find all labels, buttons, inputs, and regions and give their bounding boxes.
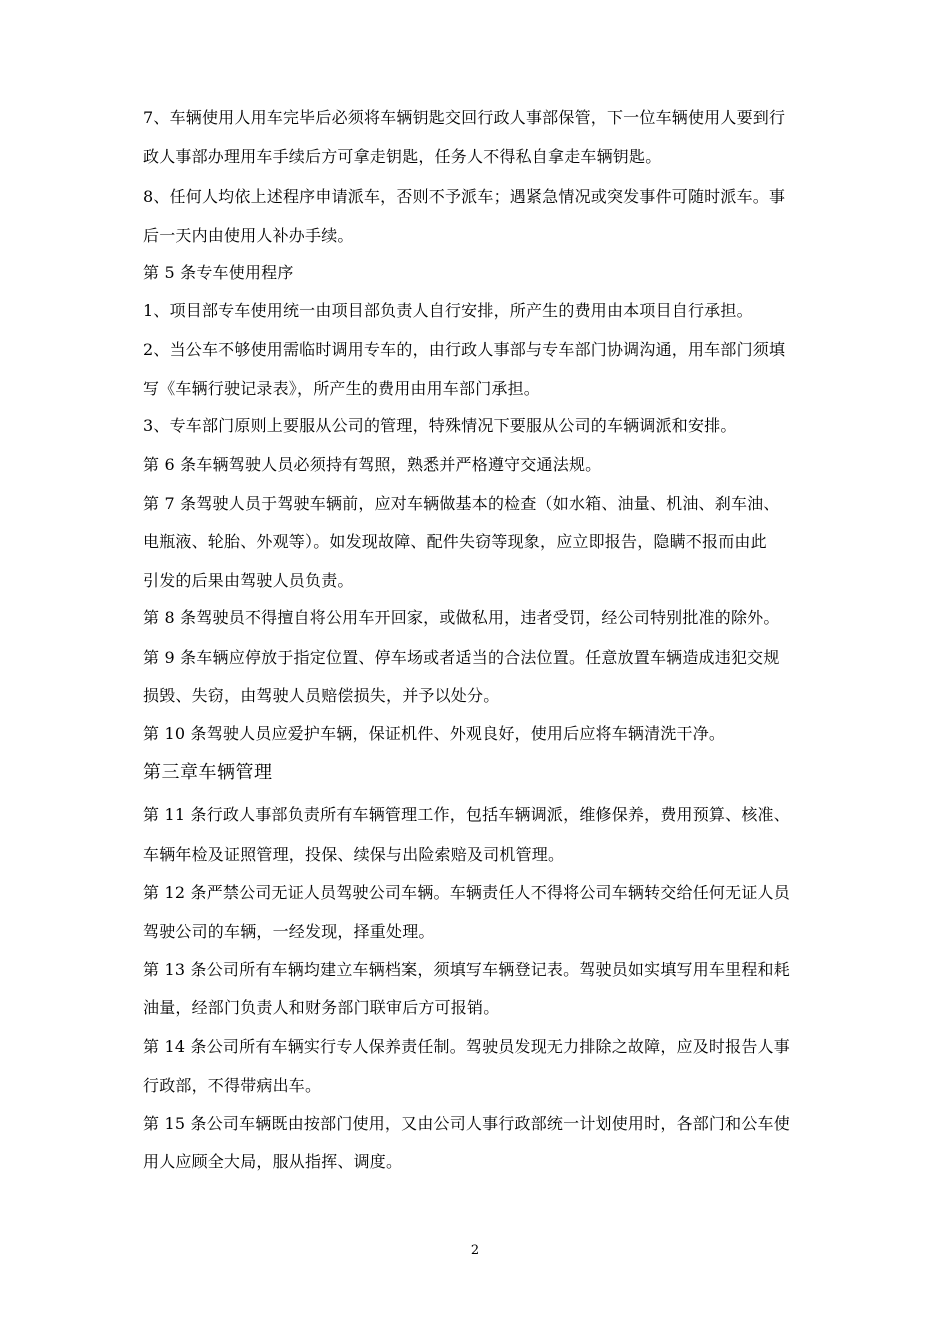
text-line: 写《车辆行驶记录表》，所产生的费用由用车部门承担。 xyxy=(143,379,541,398)
text-line: 3、专车部门原则上要服从公司的管理，特殊情况下要服从公司的车辆调派和安排。 xyxy=(143,416,737,435)
text-line: 2、当公车不够使用需临时调用专车的，由行政人事部与专车部门协调沟通，用车部门须填 xyxy=(143,340,786,359)
text-line: 7、车辆使用人用车完毕后必须将车辆钥匙交回行政人事部保管，下一位车辆使用人要到行 xyxy=(143,108,786,127)
text-line: 8、任何人均依上述程序申请派车，否则不予派车；遇紧急情况或突发事件可随时派车。事 xyxy=(143,187,786,206)
article-heading: 第 5 条专车使用程序 xyxy=(143,263,294,282)
text-line: 第 8 条驾驶员不得擅自将公用车开回家，或做私用，违者受罚，经公司特别批准的除外。 xyxy=(143,608,780,627)
text-line: 政人事部办理用车手续后方可拿走钥匙，任务人不得私自拿走车辆钥匙。 xyxy=(143,147,662,166)
text-line: 后一天内由使用人补办手续。 xyxy=(143,226,354,245)
text-line: 1、项目部专车使用统一由项目部负责人自行安排，所产生的费用由本项目自行承担。 xyxy=(143,301,753,320)
text-line: 损毁、失窃，由驾驶人员赔偿损失，并予以处分。 xyxy=(143,686,500,705)
text-line: 第 12 条严禁公司无证人员驾驶公司车辆。车辆责任人不得将公司车辆转交给任何无证人员 xyxy=(143,883,790,902)
text-line: 第 15 条公司车辆既由按部门使用，又由公司人事行政部统一计划使用时，各部门和公车使 xyxy=(143,1114,790,1133)
text-line: 第 11 条行政人事部负责所有车辆管理工作，包括车辆调派，维修保养，费用预算、核准、 xyxy=(143,805,790,824)
text-line: 驾驶公司的车辆，一经发现，择重处理。 xyxy=(143,922,435,941)
text-line: 用人应顾全大局，服从指挥、调度。 xyxy=(143,1152,403,1171)
text-line: 第 7 条驾驶人员于驾驶车辆前，应对车辆做基本的检查（如水箱、油量、机油、刹车油、 xyxy=(143,494,780,513)
page-number: 2 xyxy=(470,1243,480,1258)
text-line: 行政部，不得带病出车。 xyxy=(143,1076,322,1095)
text-line: 第 14 条公司所有车辆实行专人保养责任制。驾驶员发现无力排除之故障，应及时报告人事 xyxy=(143,1037,790,1056)
text-line: 引发的后果由驾驶人员负责。 xyxy=(143,571,354,590)
text-line: 第 10 条驾驶人员应爱护车辆，保证机件、外观良好，使用后应将车辆清洗干净。 xyxy=(143,724,726,743)
text-line: 电瓶液、轮胎、外观等）。如发现故障、配件失窃等现象，应立即报告，隐瞒不报而由此 xyxy=(143,532,767,551)
text-line: 第 6 条车辆驾驶人员必须持有驾照，熟悉并严格遵守交通法规。 xyxy=(143,455,602,474)
chapter-heading: 第三章车辆管理 xyxy=(143,762,273,783)
text-line: 车辆年检及证照管理，投保、续保与出险索赔及司机管理。 xyxy=(143,845,565,864)
text-line: 第 9 条车辆应停放于指定位置、停车场或者适当的合法位置。任意放置车辆造成违犯交规 xyxy=(143,648,780,667)
text-line: 油量，经部门负责人和财务部门联审后方可报销。 xyxy=(143,998,500,1017)
text-line: 第 13 条公司所有车辆均建立车辆档案，须填写车辆登记表。驾驶员如实填写用车里程和耗 xyxy=(143,960,790,979)
